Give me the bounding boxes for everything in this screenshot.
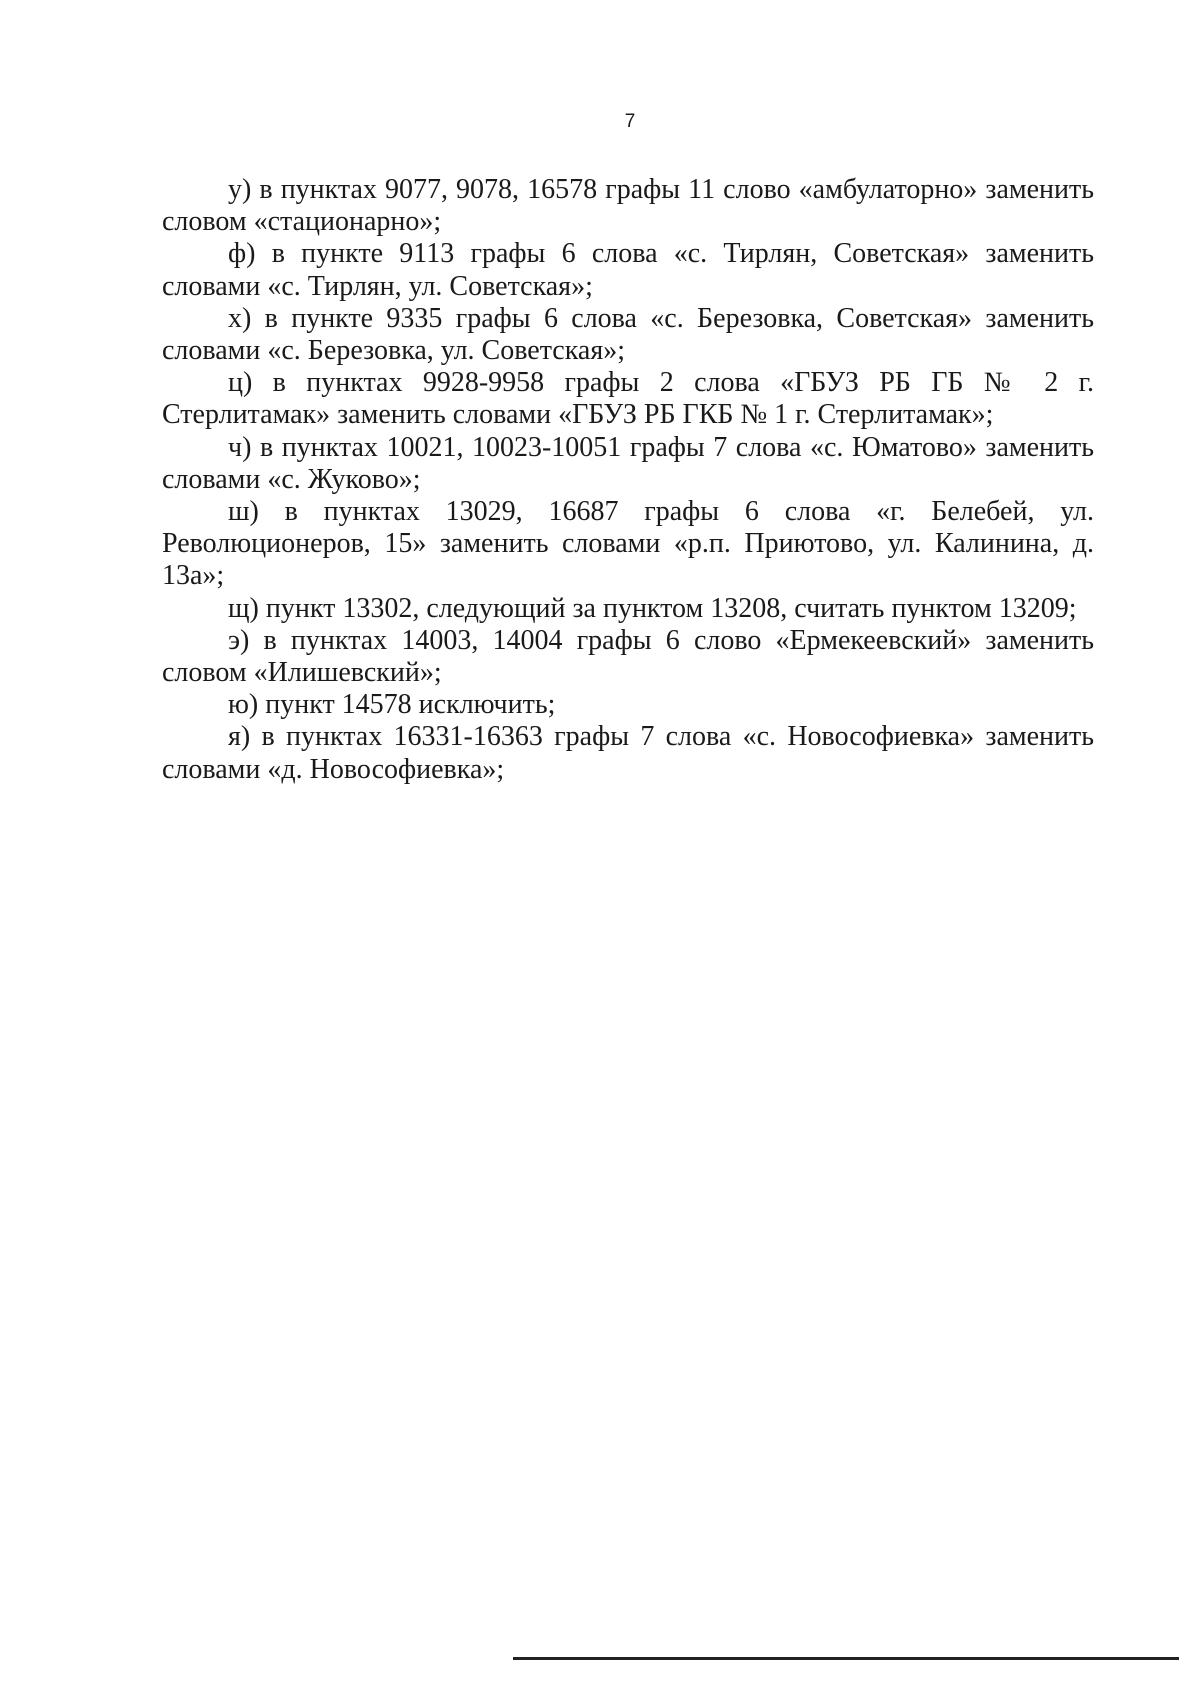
- paragraph-shch: щ) пункт 13302, следующий за пунктом 13208, считать пунктом 13209;: [228, 592, 1077, 624]
- footer-rule: [513, 1657, 1179, 1660]
- document-body: [162, 174, 1094, 786]
- paragraph-e: э) в пунктах 14003, 14004 графы 6 слово «Ермекеевский» заменить словом «Илишевский»;: [162, 624, 1094, 689]
- paragraph-u: у) в пунктах 9077, 9078, 16578 графы 11 слово «амбулаторно» заменить словом «стационарно»;: [162, 174, 1094, 238]
- paragraph-sh: ш) в пунктах 13029, 16687 графы 6 слова «г. Белебей, ул. Революционеров, 15» заменить словами «р.п. Приютово, ул. Калинина, д. 13а»;: [162, 496, 1094, 592]
- page-number: 7: [624, 111, 636, 132]
- paragraph-kh: х) в пункте 9335 графы 6 слова «с. Березовка, Советская» заменить словами «с. Березовка, ул. Советская»;: [162, 302, 1094, 367]
- paragraph-yu: ю) пункт 14578 исключить;: [228, 689, 556, 721]
- paragraph-ts: ц) в пунктах 9928-9958 графы 2 слова «ГБУЗ РБ ГБ № 2 г. Стерлитамак» заменить словами «ГБУЗ РБ ГКБ № 1 г. Стерлитамак»;: [162, 367, 1094, 431]
- paragraph-ya: я) в пунктах 16331-16363 графы 7 слова «с. Новософиевка» заменить словами «д. Новософиевка»;: [162, 721, 1094, 785]
- paragraph-f: ф) в пункте 9113 графы 6 слова «с. Тирлян, Советская» заменить словами «с. Тирлян, ул. Советская»;: [162, 238, 1094, 302]
- paragraph-ch: ч) в пунктах 10021, 10023-10051 графы 7 слова «с. Юматово» заменить словами «с. Жуково»;: [162, 431, 1094, 495]
